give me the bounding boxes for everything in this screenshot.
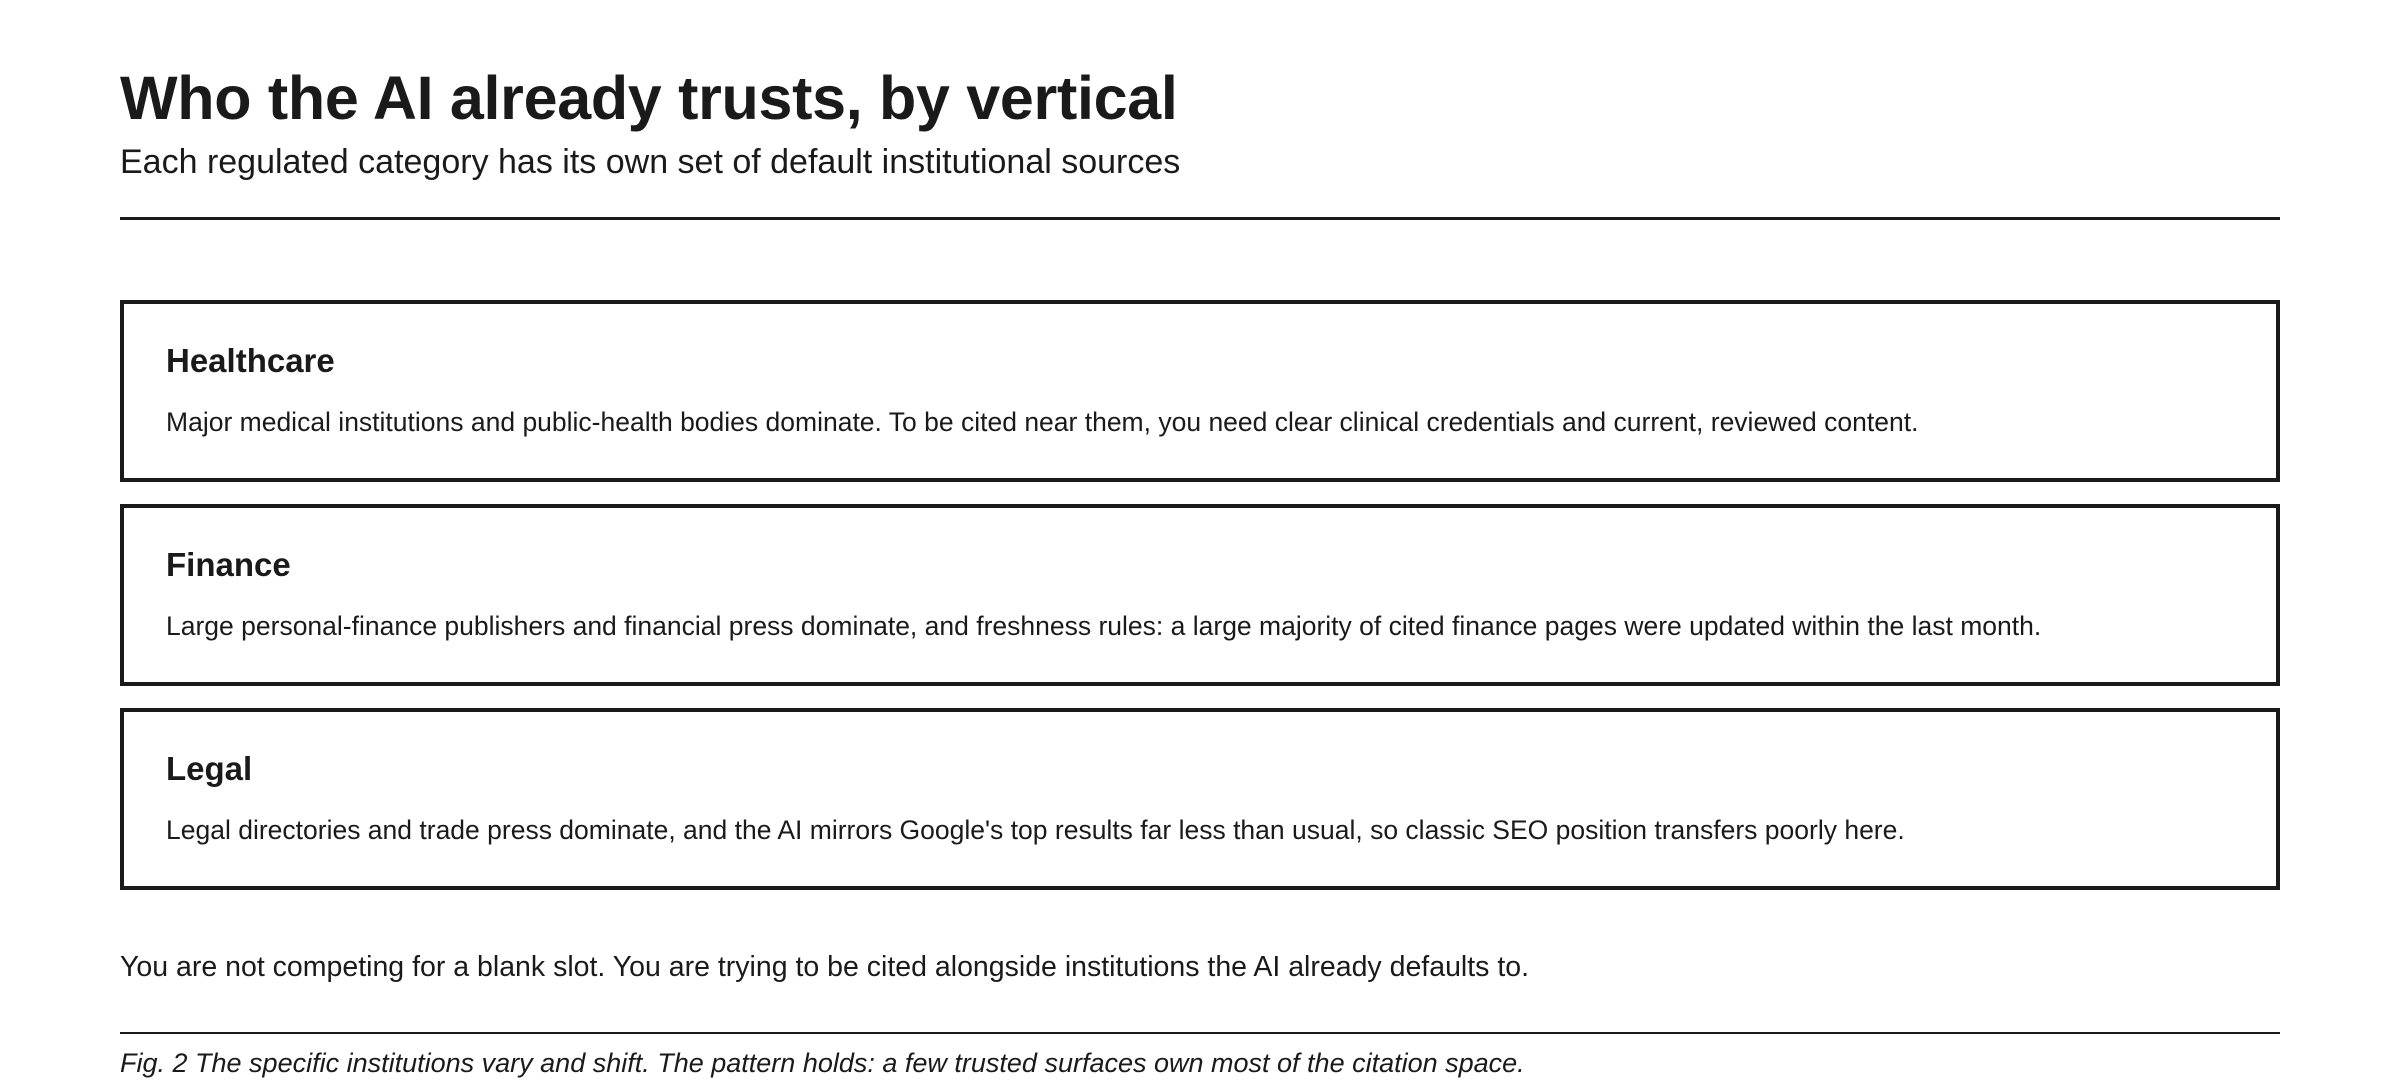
figure-caption: Fig. 2 The specific institutions vary and shift. The pattern holds: a few trusted surfaces own most of the citation space.: [120, 1048, 1525, 1078]
header-divider: [120, 217, 2280, 220]
caption-divider: [120, 1032, 2280, 1034]
vertical-card-legal: [120, 708, 2280, 890]
page-title: Who the AI already trusts, by vertical: [120, 64, 1178, 132]
vertical-card-title: Finance: [166, 546, 291, 583]
vertical-card-healthcare: [120, 300, 2280, 482]
conclusion-text: You are not competing for a blank slot. You are trying to be cited alongside institutions the AI already defaults to.: [120, 951, 1530, 983]
vertical-card-description: Major medical institutions and public-health bodies dominate. To be cited near them, you need clear clinical credentials and current, reviewed content.: [166, 407, 1919, 437]
vertical-card-title: Legal: [166, 750, 253, 787]
vertical-card-description: Legal directories and trade press dominate, and the AI mirrors Google's top results far less than usual, so classic SEO position transfers poorly here.: [166, 815, 1905, 845]
page-subtitle: Each regulated category has its own set of default institutional sources: [120, 143, 1181, 181]
vertical-card-description: Large personal-finance publishers and financial press dominate, and freshness rules: a large majority of cited finance pages were updated within the last month.: [166, 611, 2042, 641]
vertical-card-title: Healthcare: [166, 342, 335, 379]
vertical-card-finance: [120, 504, 2280, 686]
